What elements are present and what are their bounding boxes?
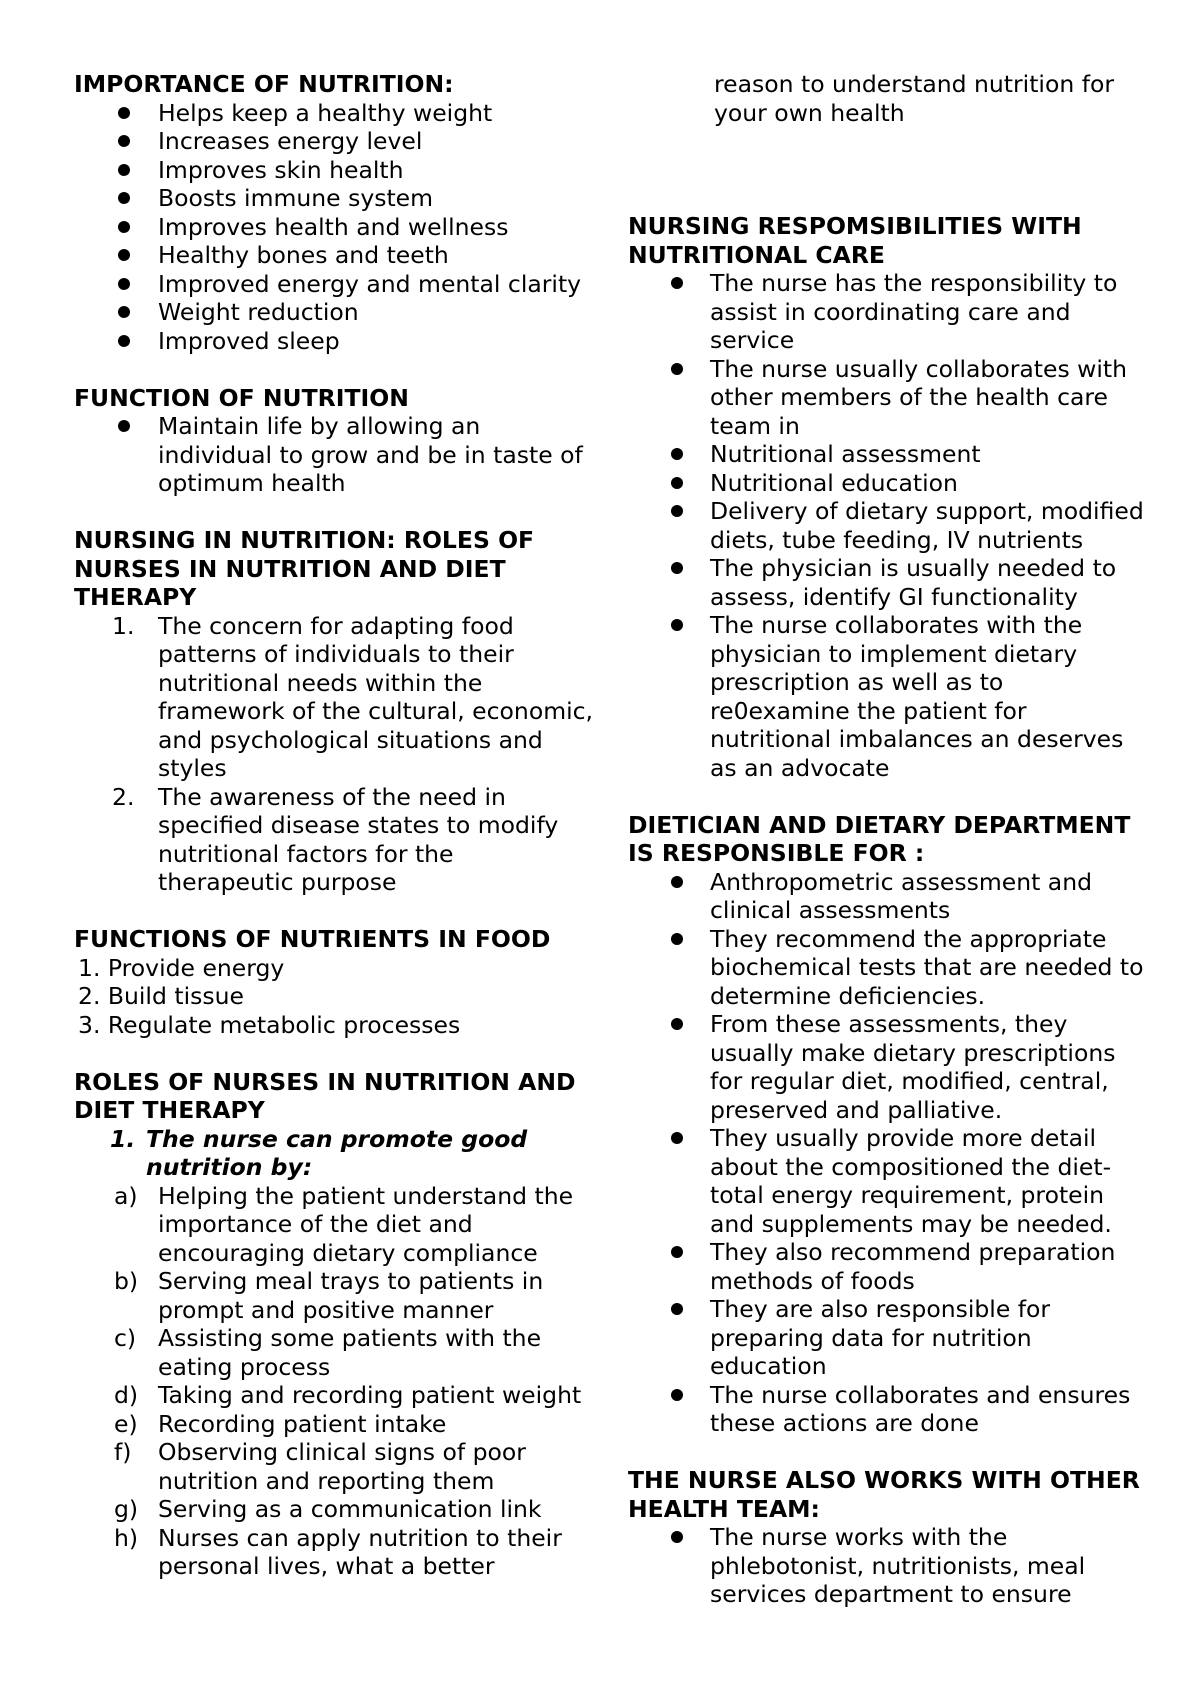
list-item: From these assessments, they usually make dietary prescriptions for regular diet, modified, central, preserved and palliative. xyxy=(628,1010,1148,1124)
list-item xyxy=(74,612,594,783)
list-item: They recommend the appropriate biochemical tests that are needed to determine deficiencies. xyxy=(628,925,1148,1011)
function-list xyxy=(74,412,594,498)
list-item-text: The concern for adapting food patterns of individuals to their nutritional needs within the framework of the cultural, economic, and psychological situations and styles xyxy=(158,611,594,782)
list-item: 1. Provide energy xyxy=(78,953,285,982)
list-item: Increases energy level xyxy=(74,127,594,156)
nursing-in-nutrition-list xyxy=(74,612,594,897)
list-item xyxy=(74,1182,594,1268)
list-marker: a) xyxy=(114,1181,138,1210)
roles-list xyxy=(74,1182,594,1581)
list-item: The nurse usually collaborates with other members of the health care team in xyxy=(628,355,1148,441)
list-item xyxy=(74,1438,594,1495)
list-item: They usually provide more detail about the compositioned the diet-total energy requirement, protein and supplements may be needed. xyxy=(628,1124,1148,1238)
roles-subheading-number: 1. xyxy=(110,1124,136,1153)
list-item: Anthropometric assessment and clinical assessments xyxy=(628,868,1148,925)
list-item-text: Nurses can apply nutrition to their personal lives, what a better xyxy=(158,1523,562,1580)
importance-list xyxy=(74,99,594,356)
functions-nutrients-list xyxy=(74,954,594,1040)
list-item xyxy=(74,1410,594,1439)
list-item: Helps keep a healthy weight xyxy=(74,99,594,128)
list-item: Delivery of dietary support, modified diets, tube feeding, IV nutrients xyxy=(628,497,1148,554)
health-team-heading: THE NURSE ALSO WORKS WITH OTHER HEALTH TEAM: xyxy=(628,1466,1140,1523)
list-item: Nutritional assessment xyxy=(628,440,1148,469)
list-marker: f) xyxy=(114,1438,132,1466)
continuation-text: reason to understand nutrition for your own health xyxy=(714,70,1115,127)
list-item-text: Assisting some patients with the eating process xyxy=(158,1324,542,1381)
roles-heading: ROLES OF NURSES IN NUTRITION AND DIET THERAPY xyxy=(74,1067,576,1124)
list-marker: 1. xyxy=(112,611,135,640)
list-marker: g) xyxy=(114,1495,139,1523)
list-item: Boosts immune system xyxy=(74,184,594,213)
roles-subheading-text: The nurse can promote good nutrition by: xyxy=(146,1124,528,1181)
list-item: The nurse collaborates and ensures these actions are done xyxy=(628,1381,1148,1438)
list-item-text: Helping the patient understand the importance of the diet and encouraging dietary compliance xyxy=(158,1181,574,1267)
list-marker: b) xyxy=(114,1267,139,1295)
list-item-text: The awareness of the need in specified disease states to modify nutritional factors for the therapeutic purpose xyxy=(158,782,559,896)
list-item-text: Serving meal trays to patients in prompt and positive manner xyxy=(158,1267,544,1324)
responsibilities-heading: NURSING RESPOMSIBILITIES WITH NUTRITIONAL CARE xyxy=(628,212,1082,269)
list-item xyxy=(74,1381,594,1410)
list-marker: c) xyxy=(114,1324,137,1352)
function-heading: FUNCTION OF NUTRITION xyxy=(74,383,409,412)
list-item: 3. Regulate metabolic processes xyxy=(78,1010,461,1039)
list-item: Nutritional education xyxy=(628,469,1148,498)
importance-heading: IMPORTANCE OF NUTRITION: xyxy=(74,70,454,98)
list-marker: e) xyxy=(114,1409,138,1438)
dietician-heading: DIETICIAN AND DIETARY DEPARTMENT IS RESPONSIBLE FOR : xyxy=(628,810,1131,867)
list-item-text: Recording patient intake xyxy=(158,1409,447,1438)
list-marker: h) xyxy=(114,1523,139,1552)
list-item: The physician is usually needed to assess, identify GI functionality xyxy=(628,554,1148,611)
list-item xyxy=(74,1495,594,1524)
roles-subheading xyxy=(74,1125,594,1182)
dietician-list xyxy=(628,868,1148,1438)
list-item xyxy=(74,1267,594,1324)
list-item: Healthy bones and teeth xyxy=(74,241,594,270)
list-item: Improved energy and mental clarity xyxy=(74,270,594,299)
list-item: The nurse has the responsibility to assist in coordinating care and service xyxy=(628,269,1148,355)
list-item: Weight reduction xyxy=(74,298,594,327)
list-marker: 2. xyxy=(112,782,135,811)
list-item-text: Serving as a communication link xyxy=(158,1495,542,1523)
list-item xyxy=(74,783,594,897)
right-column xyxy=(628,70,1148,1609)
list-item: 2. Build tissue xyxy=(78,982,244,1010)
list-item: Maintain life by allowing an individual to grow and be in taste of optimum health xyxy=(74,412,594,498)
list-item xyxy=(74,1524,594,1581)
list-item-text: Observing clinical signs of poor nutrition and reporting them xyxy=(158,1438,526,1495)
responsibilities-list xyxy=(628,269,1148,782)
list-item: Improves health and wellness xyxy=(74,213,594,242)
list-item-text: Taking and recording patient weight xyxy=(158,1381,582,1409)
list-item: They are also responsible for preparing data for nutrition education xyxy=(628,1295,1148,1381)
list-item: Improves skin health xyxy=(74,156,594,185)
functions-nutrients-heading: FUNCTIONS OF NUTRIENTS IN FOOD xyxy=(74,925,551,953)
health-team-list xyxy=(628,1523,1148,1609)
nursing-in-nutrition-heading: NURSING IN NUTRITION: ROLES OF NURSES IN NUTRITION AND DIET THERAPY xyxy=(74,526,535,611)
list-item: They also recommend preparation methods of foods xyxy=(628,1238,1148,1295)
left-column xyxy=(74,70,594,1581)
list-marker: d) xyxy=(114,1381,139,1409)
list-item xyxy=(74,1324,594,1381)
list-item: The nurse collaborates with the physician to implement dietary prescription as well as to re0examine the patient for nutritional imbalances an deserves as an advocate xyxy=(628,611,1148,782)
list-item: Improved sleep xyxy=(74,327,594,356)
list-item: The nurse works with the phlebotonist, nutritionists, meal services department to ensure xyxy=(628,1523,1148,1609)
